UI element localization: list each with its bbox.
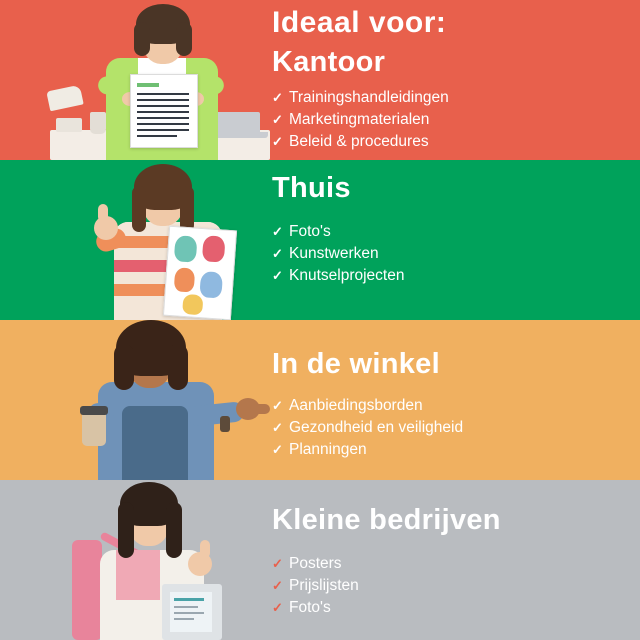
bullet-label: Prijslijsten <box>289 577 359 594</box>
list-item <box>272 417 632 438</box>
person-hair-right <box>176 22 192 56</box>
check-icon: ✓ <box>272 398 283 413</box>
list-item <box>272 395 632 416</box>
text-kantoor <box>272 0 632 160</box>
section-thuis <box>0 160 640 320</box>
person-child <box>90 160 260 320</box>
list-item <box>272 597 632 618</box>
held-document <box>130 74 198 148</box>
photo-kantoor <box>20 0 270 160</box>
bullet-label: Kunstwerken <box>289 245 379 262</box>
check-icon: ✓ <box>272 112 283 127</box>
poster-title: Ideaal voor: <box>272 6 447 39</box>
tote-bag <box>162 584 222 640</box>
list-item <box>272 131 632 152</box>
bullets-bedrijven <box>272 553 632 618</box>
check-icon: ✓ <box>272 224 283 239</box>
bullet-label: Beleid & procedures <box>289 133 429 150</box>
person-hair-right <box>168 344 188 390</box>
wristwatch <box>220 416 230 432</box>
bullet-label: Posters <box>289 555 342 572</box>
check-icon: ✓ <box>272 268 283 283</box>
section-in-de-winkel <box>0 320 640 480</box>
bullet-label: Knutselprojecten <box>289 267 405 284</box>
bullet-label: Trainingshandleidingen <box>289 89 449 106</box>
check-icon: ✓ <box>272 556 283 571</box>
person-hair-left <box>132 186 146 232</box>
check-icon: ✓ <box>272 246 283 261</box>
lamp-head-shape <box>46 85 83 112</box>
heading-kantoor: Kantoor <box>272 46 386 78</box>
section-kleine-bedrijven <box>0 480 640 640</box>
list-item <box>272 221 632 242</box>
person-hair-left <box>118 502 134 558</box>
list-item <box>272 265 632 286</box>
check-icon: ✓ <box>272 134 283 149</box>
lamp-base-shape <box>56 118 82 132</box>
heading-in-de-winkel: In de winkel <box>272 348 440 380</box>
heading-kleine-bedrijven: Kleine bedrijven <box>272 504 501 536</box>
list-item <box>272 553 632 574</box>
person-office <box>80 0 240 160</box>
bullets-winkel <box>272 395 632 460</box>
thumb-shape <box>200 540 210 558</box>
person-business <box>70 480 250 640</box>
check-icon: ✓ <box>272 420 283 435</box>
list-item <box>272 87 632 108</box>
person-hair-left <box>134 22 150 56</box>
bag-print <box>170 592 212 632</box>
photo-winkel <box>20 320 270 480</box>
pointing-finger <box>250 404 270 414</box>
text-winkel <box>272 320 632 480</box>
bullet-label: Foto's <box>289 223 331 240</box>
list-item <box>272 439 632 460</box>
person-apron <box>122 406 188 480</box>
yoga-mat <box>72 540 102 640</box>
check-icon: ✓ <box>272 442 283 457</box>
held-artwork <box>163 226 237 320</box>
person-hair-right <box>180 186 194 232</box>
person-hair-right <box>166 502 182 558</box>
bullet-label: Gezondheid en veiligheid <box>289 419 464 436</box>
text-bedrijven <box>272 480 632 640</box>
list-item <box>272 109 632 130</box>
bullet-label: Aanbiedingsborden <box>289 397 423 414</box>
list-item <box>272 243 632 264</box>
check-icon: ✓ <box>272 90 283 105</box>
bullet-label: Foto's <box>289 599 331 616</box>
check-icon: ✓ <box>272 578 283 593</box>
coffee-cup <box>82 412 106 446</box>
text-thuis <box>272 160 632 320</box>
heading-thuis: Thuis <box>272 172 351 204</box>
section-kantoor <box>0 0 640 160</box>
coffee-cup-lid <box>80 406 108 415</box>
check-icon: ✓ <box>272 600 283 615</box>
bullet-label: Marketingmaterialen <box>289 111 430 128</box>
bullet-label: Planningen <box>289 441 367 458</box>
bullets-kantoor <box>272 87 632 152</box>
bullets-thuis <box>272 221 632 286</box>
person-hair-left <box>114 344 134 390</box>
list-item <box>272 575 632 596</box>
thumb-shape <box>98 204 108 222</box>
photo-thuis <box>20 160 270 320</box>
person-shop <box>70 320 260 480</box>
photo-bedrijven <box>20 480 270 640</box>
